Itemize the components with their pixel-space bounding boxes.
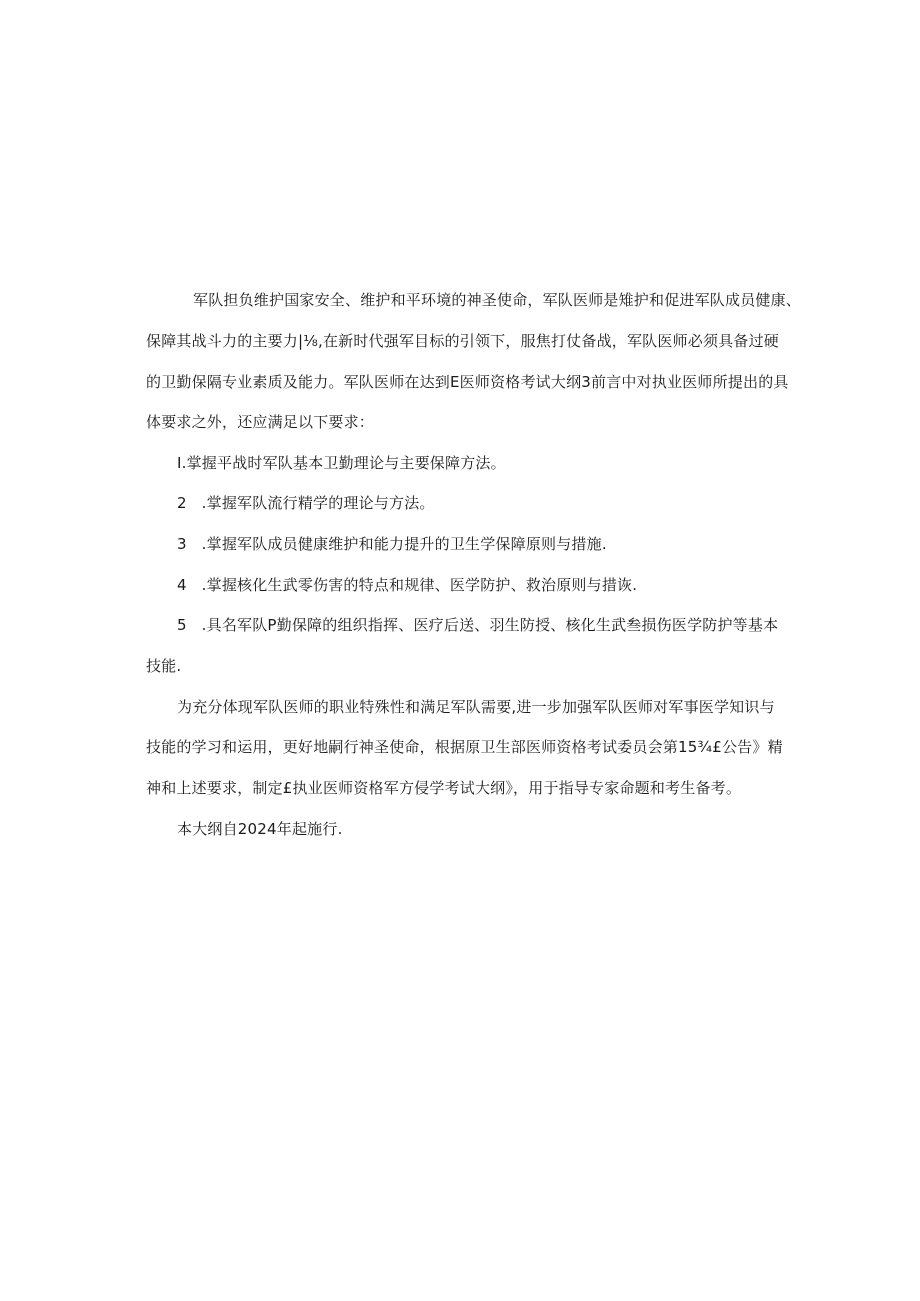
intro-line-2: 保障其战斗力的主要力|⅛,在新时代强军目标的引领下，服焦打仗备战，军队医师必须具备过硬 bbox=[146, 332, 779, 350]
requirement-item-1: I.掌握平战时军队基本卫勤理论与主要保障方法。 bbox=[177, 454, 506, 472]
intro-line-4: 体要求之外，还应满足以下要求： bbox=[146, 413, 375, 431]
intro-line-1: 军队担负维护国家安全、维护和平环境的神圣使命，军队医师是雉护和促进军队成员健康、 bbox=[193, 291, 802, 309]
requirement-item-5-continued: 技能. bbox=[146, 657, 182, 675]
intro-line-3: 的卫勤保隔专业素质及能力。军队医师在达到E医师资格考试大纲3前言中对执业医师所提出的具 bbox=[146, 373, 789, 391]
requirement-item-2: 2 .掌握军队流行精学的理论与方法。 bbox=[177, 494, 435, 512]
closing-line-3: 神和上述要求，制定£执业医师资格军方侵学考试大纲》，用于指导专家命题和考生备考。 bbox=[146, 779, 742, 797]
requirement-item-5: 5 .具名军队P勤保障的组织指挥、医疗后送、羽生防授、核化生武叁损伤医学防护等基本 bbox=[177, 616, 779, 634]
requirement-item-4: 4 .掌握核化生武零伤害的特点和规律、医学防护、救治原则与措诙. bbox=[177, 576, 638, 594]
closing-line-2: 技能的学习和运用，更好地嗣行神圣使命，根据原卫生部医师资格考试委员会第15¾£公告》精 bbox=[146, 738, 783, 756]
requirement-item-3: 3 .掌握军队成员健康维护和能力提升的卫生学保障原则与措施. bbox=[177, 535, 607, 553]
closing-line-1: 为充分体现军队医师的职业特殊性和满足军队需要,进一步加强军队医师对军事医学知识与 bbox=[177, 698, 775, 716]
effective-date-line: 本大纲自2024年起施行. bbox=[177, 820, 343, 838]
